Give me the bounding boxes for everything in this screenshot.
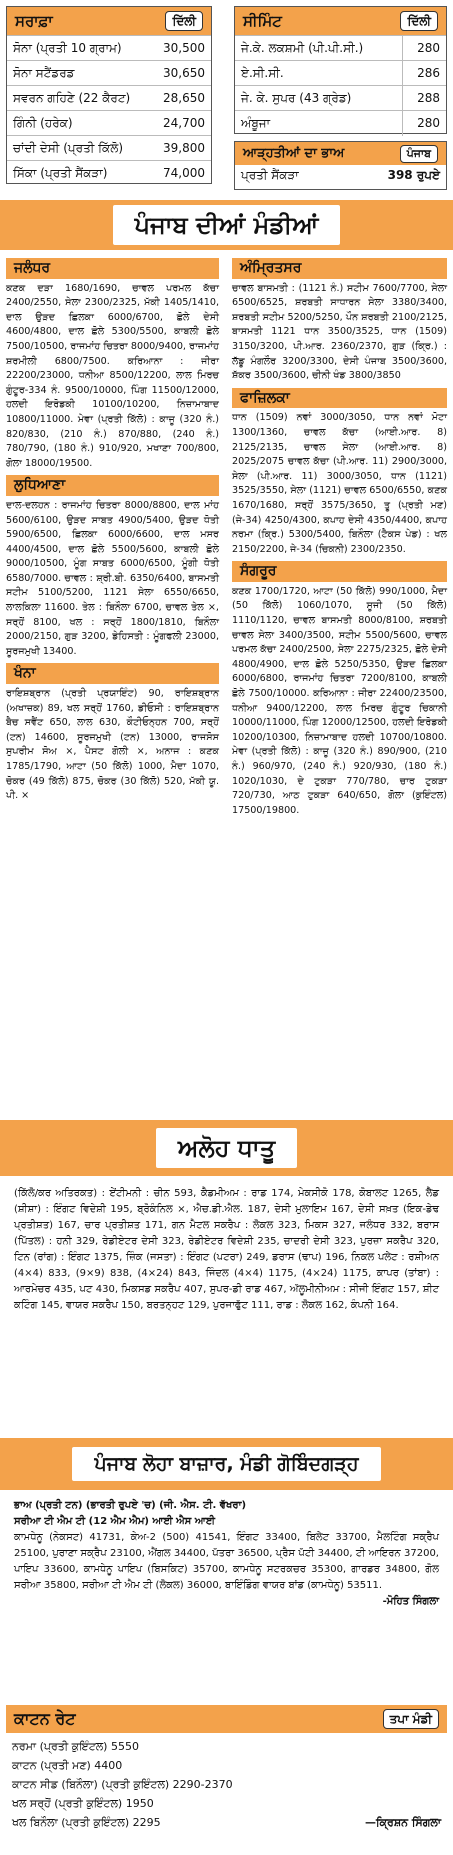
table-row: [235, 111, 446, 136]
item-price: 74,000: [151, 161, 211, 186]
gold-city: ਦਿੱਲੀ: [165, 11, 203, 31]
khanna-rates: ਰਾਇਸ਼ਬ੍ਰਾਨ (ਪ੍ਰਤੀ ਪ੍ਰਯਾਇੰਟ) 90, ਰਾਇਸ਼ਬ੍ਰਾਨ (ਅਖਾਜ਼ਕ) 89, ਖਲ ਸਰ੍ਹੋਂ 1760, ਡੀਓਸੀ : ਰਾਇਸ਼ਬ੍ਰਾਨ ਬੈਚ ਸਵੈਂਟ 650, ਲਾਲ 630, ਕੌਟੀਓਨ੍ਹਨ 700, ਸਰ੍ਹੋਂ (ਟਨ) 14600, ਸੂਰਜਮੁਖੀ (ਟਨ) 13000, ਰਾਜਸੋਸ ਸੁਪਰੀਮ ਸੋਅ ×, ਪੈਸਟ ਗੋਲੀ ×, ਅਨਾਜ : ਕਣਕ 1785/1790, ਆਟਾ (50 ਕਿੱਲੋ) 1000, ਮੈਦਾ 1070, ਚੋਕਰ (49 ਕਿੱਲੋ) 875, ਚੋਕਰ (30 ਕਿੱਲੋ) 520, ਮੱਕੀ ਯੂ. ਪੀ. ×: [6, 688, 219, 802]
item-name: ਸੋਨਾ ਸਟੈਂਡਰਡ: [7, 61, 151, 86]
item-name: ਸੋਨਾ (ਪ੍ਰਤੀ 10 ਗ੍ਰਾਮ): [7, 36, 151, 61]
sangrur-rates: ਕਣਕ 1700/1720, ਆਟਾ (50 ਕਿੱਲੋ) 990/1000, ਮੈਦਾ (50 ਕਿੱਲੋ) 1060/1070, ਸੂਜੀ (50 ਕਿੱਲੋ) 1110/1120, ਚਾਵਲ ਬਾਸਮਤੀ 8000/8100, ਸ਼ਰਬਤੀ ਚਾਵਲ ਸੇਲਾ 3400/3500, ਸਟੀਮ 5500/5600, ਚਾਵਲ ਪਰਮਲ ਕੱਚਾ 2400/2500, ਸੇਲਾ 2275/2325, ਛੋਲੇ ਦੇਸੀ 4800/4900, ਦਾਲ ਛੋਲੇ 5250/5350, ਉੜਦ ਛਿਲਕਾ 6000/6800, ਰਾਜਮਾਂਹ ਚਿਤਰਾ 7200/8100, ਕਾਬਲੀ ਛੋਲੇ 7500/10000. ਕਰਿਆਨਾ : ਜੀਰਾ 22400/23500, ਧਨੀਆ 9400/12200, ਲਾਲ ਮਿਰਚ ਗੁੰਟੂਰ ਚਿਕਾਨੀ 10000/11000, ਪਿੰਗ 12000/12500, ਹਲਦੀ ਇਰੋਡਕੀ 10200/10300, ਨਿਜ਼ਾਮਾਬਾਦ ਹਲਦੀ 10700/10800. ਮੇਵਾ (ਪ੍ਰਤੀ ਕਿੱਲੋ) : ਕਾਜੂ (320 ਨੰ.) 890/900, (210 ਨੰ.) 960/970, (240 ਨੰ.) 920/930, (180 ਨੰ.) 1020/1030, ਦੇ ਟੁਕੜਾ 770/780, ਚਾਰ ਟੁਕੜਾ 720/730, ਆਠ ਟੁਕੜਾ 640/650, ਗੋਲਾ (ਕੁਇੰਟਲ) 17500/19800.: [232, 585, 447, 816]
list-item: ਕਾਟਨ (ਪ੍ਰਤੀ ਮਣ) 4400: [12, 1759, 123, 1772]
list-item: ਖਲ ਸਰ੍ਹੋਂ (ਪ੍ਰਤੀ ਕੁਇੰਟਲ) 1950: [12, 1797, 154, 1810]
iron-author: -ਮੋਹਿਤ ਸਿੰਗਲਾ: [382, 1596, 439, 1607]
fazilka-heading: ਫਾਜ਼ਿਲਕਾ: [232, 388, 447, 409]
table-row: [235, 86, 446, 111]
table-row: [7, 161, 211, 186]
arhti-title: ਆੜ੍ਹਤੀਆਂ ਦਾ ਭਾਅ: [243, 146, 345, 161]
cotton-title: ਕਾਟਨ ਰੇਟ: [14, 1709, 76, 1728]
item-price: 288: [402, 86, 446, 111]
arhti-value: 398 ਰੁਪਏ: [387, 168, 440, 182]
table-row: [7, 111, 211, 136]
jalandhar-rates: ਕਣਕ ਦੜਾ 1680/1690, ਚਾਵਲ ਪਰਮਲ ਕੱਚਾ 2400/2550, ਸੇਲਾ 2300/2325, ਮੱਕੀ 1405/1410, ਦਾਲ ਉੜਦ ਛਿਲਕਾ 6000/6700, ਛੋਲੇ ਦੇਸੀ 4600/4800, ਦਾਲ ਛੋਲੇ 5300/5500, ਕਾਬਲੀ ਛੋਲੇ 7500/10500, ਰਾਜਮਾਂਹ ਚਿਤਰਾ 8000/9400, ਰਾਜਮਾਂਹ ਸ਼ਰਮੀਲੀ 6800/7500. ਕਰਿਆਨਾ : ਜੀਰਾ 22200/23000, ਧਨੀਆ 8500/12200, ਲਾਲ ਮਿਰਚ ਗੁੰਟੂਰ-334 ਨੰ. 9500/10000, ਪਿੰਗ 11500/12000, ਹਲਦੀ ਇਰੋਡਕੀ 10100/10200, ਨਿਜ਼ਾਮਾਬਾਦ 10800/11000. ਮੇਵਾ (ਪ੍ਰਤੀ ਕਿੱਲੋ) : ਕਾਜੂ (320 ਨੰ.) 820/830, (210 ਨੰ.) 870/880, (240 ਨੰ.) 780/790, (180 ਨੰ.) 910/920, ਮਖਾਣਾ 700/800, ਗੋਲਾ 18000/19500.: [6, 282, 219, 469]
table-row: [235, 36, 446, 61]
item-name: ਚਾਂਦੀ ਦੇਸੀ (ਪ੍ਰਤੀ ਕਿੱਲੋ): [7, 136, 151, 161]
arhti-box: [234, 141, 447, 190]
table-row: [7, 36, 211, 61]
item-price: 30,500: [151, 36, 211, 61]
jalandhar-heading: ਜਲੰਧਰ: [6, 258, 219, 279]
list-item: ਕਾਟਨ ਸੀਡ (ਬਿਨੌਲਾ) (ਪ੍ਰਤੀ ਕੁਇੰਟਲ) 2290-2370: [12, 1778, 233, 1791]
item-price: 286: [402, 61, 446, 86]
fazilka-rates: ਧਾਨ (1509) ਨਵਾਂ 3000/3050, ਧਾਨ ਨਵਾਂ ਮੋਟਾ 1300/1360, ਚਾਵਲ ਕੱਚਾ (ਆਈ.ਆਰ. 8) 2125/2135, ਚਾਵਲ ਸੇਲਾ (ਆਈ.ਆਰ. 8) 2025/2075 ਚਾਵਲ ਕੱਚਾ (ਪੀ.ਆਰ. 11) 2900/3000, ਸੇਲਾ (ਪੀ.ਆਰ. 11) 3000/3050, ਧਾਨ (1121) 3525/3550, ਸੇਲਾ (1121) ਚਾਵਲ 6500/6550, ਕਣਕ 1670/1680, ਸਰ੍ਹੋਂ 3575/3650, ਤੂ (ਪ੍ਰਤੀ ਮਣ) (ਜੇ-34) 4250/4300, ਕਪਾਹ ਦੇਸੀ 4350/4400, ਕਪਾਹ ਨਰਮਾ (ਕ੍ਰਿ.) 5300/5400, ਬਿਨੌਲਾ (ਟੈਕਸ ਪੇਡ) : ਖਲ 2150/2200, ਜੇ-34 (ਚਿਕਨੀ) 2300/2350.: [232, 412, 447, 555]
cotton-city: ਤਪਾ ਮੰਡੀ: [383, 1709, 439, 1729]
ludhiana-heading: ਲੁਧਿਆਣਾ: [6, 475, 219, 496]
cotton-rates-box: [6, 1705, 447, 1845]
list-item-last: [12, 1813, 441, 1832]
arhti-row: [235, 165, 446, 186]
table-row: [7, 136, 211, 161]
iron-title: ਪੰਜਾਬ ਲੋਹਾ ਬਾਜ਼ਾਰ, ਮੰਡੀ ਗੋਬਿੰਦਗੜ੍ਹ: [72, 1447, 380, 1481]
amritsar-heading: ਅੰਮ੍ਰਿਤਸਰ: [232, 258, 447, 279]
cement-title: ਸੀਮਿੰਟ: [243, 12, 282, 30]
item-name: ਏ.ਸੀ.ਸੀ.: [235, 61, 402, 86]
cotton-author: —ਕ੍ਰਿਸ਼ਨ ਸਿੰਗਲਾ: [364, 1816, 441, 1829]
gold-header: [7, 7, 211, 35]
metals-title: ਅਲੋਹ ਧਾਤੂ: [156, 1128, 297, 1168]
item-name: ਗਿੰਨੀ (ਹਰੇਕ): [7, 111, 151, 136]
metals-banner: [0, 1120, 453, 1176]
arhti-header: [235, 142, 446, 165]
item-price: 280: [402, 36, 446, 61]
arhti-badge: ਪੰਜਾਬ: [400, 145, 438, 163]
gold-title: ਸਰਾਫ਼ਾ: [15, 12, 53, 30]
item-price: 28,650: [151, 86, 211, 111]
cotton-list: [6, 1733, 447, 1836]
table-row: [7, 86, 211, 111]
table-row: [235, 61, 446, 86]
amritsar-rates: ਚਾਵਲ ਬਾਸਮਤੀ : (1121 ਨੰ.) ਸਟੀਮ 7600/7700, ਸੇਲਾ 6500/6525, ਸ਼ਰਬਤੀ ਸਾਧਾਰਨ ਸੇਲਾ 3380/3400, ਸ਼ਰਬਤੀ ਸਟੀਮ 5200/5250, ਪੌਨ ਸ਼ਰਬਤੀ 2100/2125, ਬਾਸਮਤੀ 1121 ਧਾਨ 3500/3525, ਧਾਨ (1509) 3150/3200, ਪੀ.ਆਰ. 2360/2370, ਗੁੜ (ਕ੍ਰਿ.) : ਲੱਡੂ ਮੰਗਲੌਰ 3200/3300, ਦੇਸੀ ਪੰਜਾਬ 3500/3600, ਸ਼ੱਕਰ 3500/3600, ਚੀਨੀ ਖੰਡ 3800/3850: [232, 282, 447, 382]
sangrur-heading: ਸੰਗਰੂਰ: [232, 561, 447, 582]
item-name: ਜੇ. ਕੇ. ਸੁਪਰ (43 ਗ੍ਰੇਡ): [235, 86, 402, 111]
table-row: [7, 61, 211, 86]
item-name: ਅੰਬੂਜਾ: [235, 111, 402, 136]
item-price: 280: [402, 111, 446, 136]
list-item: ਨਰਮਾ (ਪ੍ਰਤੀ ਕੁਇੰਟਲ) 5550: [12, 1740, 139, 1753]
cement-table: [235, 35, 446, 136]
cement-header: [235, 7, 446, 35]
iron-rates: ਕਾਮਧੇਨੂ (ਨੇਕਸਟ) 41731, ਕੇਅ-2 (500) 41541, ਇੰਗਟ 33400, ਬਿਲੇਟ 33700, ਮੈਲਟਿੰਗ ਸਕ੍ਰੈਪ 25100, ਪੁਰਾਣਾ ਸਕ੍ਰੈਪ 23100, ਐਂਗਲ 34400, ਪੱਤਰਾ 36500, ਪ੍ਰੈਸ ਪੱਟੀ 34400, ਟੀ ਆਇਰਨ 37200, ਪਾਇਪ 33600, ਕਾਮਧੇਨੂ ਪਾਇਪ (ਬਿਸਕਿਟ) 35700, ਕਾਮਧੇਨੂ ਸਟਰਕਚਰ 35300, ਗਾਰਡਰ 34800, ਗੋਲ ਸਰੀਆ 35800, ਸਰੀਆ ਟੀ ਐਮ ਟੀ (ਲੋਕਲ) 36000, ਬਾਇੰਡਿੰਗ ਵਾਯਰ ਬਾਂਡ (ਕਾਮਧੇਨੂ) 53511.: [14, 1532, 439, 1591]
mandis-banner: [0, 200, 453, 250]
item-price: 24,700: [151, 111, 211, 136]
item-price: 30,650: [151, 61, 211, 86]
item-name: ਸਵਰਨ ਗਹਿਣੇ (22 ਕੈਰਟ): [7, 86, 151, 111]
item-name: ਸਿੱਕਾ (ਪ੍ਰਤੀ ਸੈਂਕੜਾ): [7, 161, 151, 186]
gold-rates-box: [6, 6, 212, 184]
ludhiana-rates: ਦਾਲ-ਦਲਹਨ : ਰਾਜਮਾਂਹ ਚਿਤਰਾ 8000/8800, ਦਾਲ ਮਾਂਹ 5600/6100, ਉੜਦ ਸਾਬਤ 4900/5400, ਉੜਦ ਧੋਤੀ 5900/6500, ਛਿਲਕਾ 6000/6600, ਦਾਲ ਮਸਰ 4400/4500, ਦਾਲ ਛੋਲੇ 5500/5600, ਕਾਬਲੀ ਛੋਲੇ 9000/10500, ਮੂੰਗ ਸਾਬਤ 6000/6500, ਮੂੰਗੀ ਧੋਤੀ 6580/7000. ਚਾਵਲ : ਸ਼੍ਰੀ.ਬੀ. 6350/6400, ਬਾਸਮਤੀ ਸਟੀਮ 5100/5200, 1121 ਸੇਲਾ 6550/6650, ਲਾਲਕਿਲਾ 11600. ਤੇਲ : ਬਿਨੌਲਾ 6700, ਚਾਵਲ ਤੇਲ ×, ਸਰ੍ਹੋਂ 8100, ਖਲ : ਸਰ੍ਹੋਂ 1800/1810, ਬਿਨੌਲਾ 2000/2150, ਗੁੜ 3200, ਡੇਹਿਸਤੀ : ਮੂੰਗਫਲੀ 23000, ਸੂਰਜਮੁਖੀ 13400.: [6, 499, 219, 657]
metals-rates: (ਕਿੱਲੋ/ਕਰ ਅਤਿਰਕਤ) : ਏਂਟੀਮਨੀ : ਚੀਨ 593, ਕੈਡਮੀਅਮ : ਰਾਡ 174, ਮੇਕਸੀਕੋ 178, ਕੋਬਾਲਟ 1265, ਲੈਡ (ਸ਼ੀਸ਼ਾ) : ਇੰਗਟ ਵਿਦੇਸ਼ੀ 195, ਬ੍ਰੋਕੰਨਿਲ ×, ਐਚ.ਡੀ.ਐਲ. 187, ਦੇਸੀ ਮੁਲਾਇਮ 167, ਦੇਸੀ ਸਖ਼ਤ (ਇਕ-ਡੇਢ ਪ੍ਰਤੀਸ਼ਤ) 167, ਚਾਰ ਪ੍ਰਤੀਸ਼ਤ 171, ਗਨ ਮੈਟਲ ਸਕਰੈਪ : ਲੋਕਲ 323, ਮਿਕਸ 327, ਜਲੰਧਰ 332, ਬਰਾਸ (ਪਿੱਤਲ) : ਹਨੀ 329, ਰੇਡੀਏਟਰ ਦੇਸੀ 323, ਰੇਡੀਏਟਰ ਵਿਦੇਸ਼ੀ 235, ਚਾਦਰੀ ਦੇਸੀ 323, ਪੁਰਜ਼ਾ ਸਕਰੈਪ 320, ਟਿਨ (ਰਾਂਗ) : ਇੰਗਟ 1375, ਜ਼ਿੰਕ (ਜਸਤਾ) : ਇੰਗਟ (ਪਟਰਾ) 249, ਡਰਾਸ (ਢਾਪ) 196, ਨਿਕਲ ਪਲੇਟ : ਰਸ਼ੀਅਨ (4×4) 833, (9×9) 838, (4×24) 843, ਜਿੰਦਲ (4×4) 1175, (4×24) 1175, ਕਾਪਰ (ਤਾਂਬਾ) : ਆਰਮੇਚਰ 435, ਪਟ 430, ਮਿਕਸਡ ਸਕਰੈਪ 407, ਸੁਪਰ-ਡੀ ਰਾਡ 467, ਅੱਲੂਮੀਨੀਅਮ : ਸੀਜੀ ਇੰਗਟ 157, ਸ਼ੀਟ ਕਟਿੰਗ 145, ਵਾਯਰ ਸਕਰੈਪ 150, ਬਰਤਨ੍ਹਟ 129, ਪੁਰਜਾਫੁੱਟ 111, ਰਾਡ : ਲੋਕਲ 162, ਕੰਪਨੀ 164.: [14, 1188, 439, 1311]
list-item: ਖਲ ਬਿਨੌਲਾ (ਪ੍ਰਤੀ ਕੁਇੰਟਲ) 2295: [12, 1816, 161, 1829]
mandis-left-column: [6, 254, 219, 804]
iron-rate-note: ਭਾਅ (ਪ੍ਰਤੀ ਟਨ) (ਭਾਰਤੀ ਰੁਪਏ 'ਚ) (ਜੀ. ਐਸ. ਟੀ. ਵੱਖਰਾ): [14, 1500, 247, 1511]
iron-subheading: ਸਰੀਆ ਟੀ ਐਮ ਟੀ (12 ਐਮ ਐਮ) ਆਈ ਐਸ ਆਈ: [14, 1516, 215, 1527]
mandis-title: ਪੰਜਾਬ ਦੀਆਂ ਮੰਡੀਆਂ: [113, 205, 341, 245]
item-name: ਜੇ.ਕੇ. ਲਕਸ਼ਮੀ (ਪੀ.ਪੀ.ਸੀ.): [235, 36, 402, 61]
mandis-right-column: [232, 254, 447, 818]
item-price: 39,800: [151, 136, 211, 161]
khanna-heading: ਖੰਨਾ: [6, 663, 219, 684]
cotton-header: [6, 1705, 447, 1733]
gold-table: [7, 35, 211, 186]
arhti-label: ਪ੍ਰਤੀ ਸੈਂਕੜਾ: [241, 168, 299, 182]
iron-section: [14, 1498, 439, 1610]
cement-rates-box: [234, 6, 447, 134]
cement-city: ਦਿੱਲੀ: [400, 11, 438, 31]
iron-banner: [0, 1438, 453, 1490]
